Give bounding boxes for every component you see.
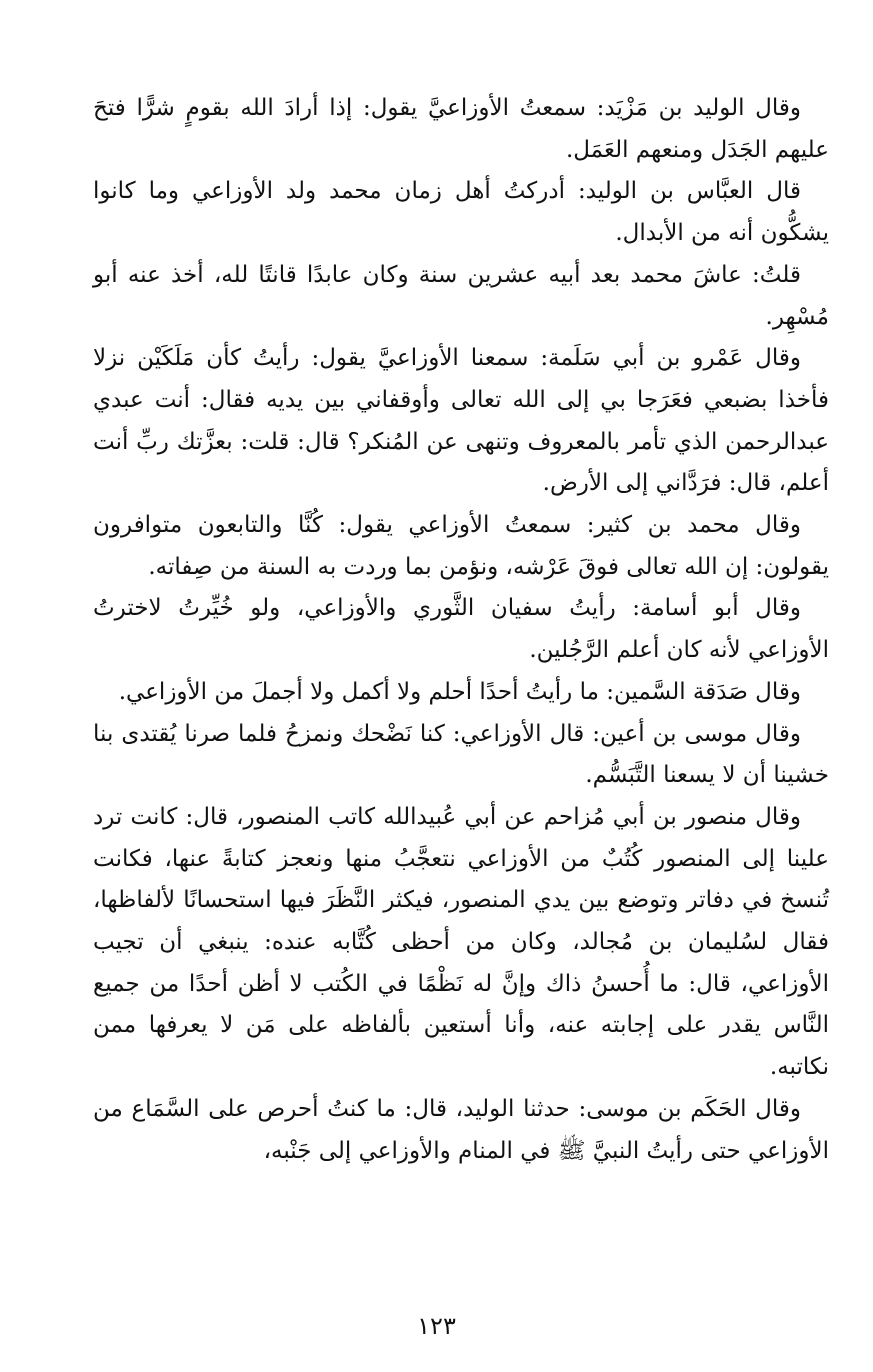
paragraph: وقال عَمْرو بن أبي سَلَمة: سمعنا الأوزاعيَّ يقول: رأيتُ كأن مَلَكَيْن نزلا فأخذا بضبعي فعَرَجا بي إلى الله تعالى وأوقفاني بين يديه فقال: أنت عبدي عبدالرحمن الذي تأمر بالمعروف وتنهى عن المُنكر؟ قال: قلت: بعزَّتك ربِّ أنت أعلم، قال: فرَدَّاني إلى الأرض. <box>93 345 829 497</box>
paragraph: وقال صَدَقة السَّمين: ما رأيتُ أحدًا أحلم ولا أكمل ولا أجملَ من الأوزاعي. <box>118 678 801 705</box>
paragraph: وقال أبو أسامة: رأيتُ سفيان الثَّوري والأوزاعي، ولو خُيِّرتُ لاخترتُ الأوزاعي لأنه كان أعلم الرَّجُلين. <box>93 595 829 664</box>
paragraph: قال العبَّاس بن الوليد: أدركتُ أهل زمان محمد ولد الأوزاعي وما كانوا يشكُّون أنه من الأبدال. <box>93 178 829 247</box>
page-body-text <box>93 88 829 1172</box>
paragraph: قلتُ: عاشَ محمد بعد أبيه عشرين سنة وكان عابدًا قانتًا لله، أخذ عنه أبو مُسْهِر. <box>93 261 829 330</box>
paragraph: وقال الوليد بن مَزْيَد: سمعتُ الأوزاعيَّ يقول: إذا أرادَ الله بقومٍ شرًّا فتحَ عليهم الجَدَل ومنعهم العَمَل. <box>93 95 829 163</box>
paragraph: وقال منصور بن أبي مُزاحم عن أبي عُبيدالله كاتب المنصور، قال: كانت ترد علينا إلى المنصور كُتُبٌ من الأوزاعي نتعجَّبُ منها ونعجز كتابةً عنها، فكانت تُنسخ في دفاتر وتوضع بين يدي المنصور، فيكثر النَّظَرَ فيها استحسانًا لألفاظها، فقال لسُليمان بن مُجالد، وكان من أحظى كُتَّابه عنده: ينبغي أن تجيب الأوزاعي، قال: ما أُحسنُ ذاك وإنَّ له نَظْمًا في الكُتب لا أظن أحدًا من جميع النَّاس يقدر على إجابته عنه، وأنا أستعين بألفاظه على مَن لا يعرفها ممن نكاتبه. <box>93 803 829 1081</box>
paragraph: وقال الحَكَم بن موسى: حدثنا الوليد، قال: ما كنتُ أحرص على السَّمَاع من الأوزاعي حتى رأيتُ النبيَّ ﷺ في المنام والأوزاعي إلى جَنْبه، <box>93 1095 829 1164</box>
paragraph: وقال موسى بن أعين: قال الأوزاعي: كنا نَضْحك ونمزحُ فلما صرنا يُقتدى بنا خشينا أن لا يسعنا التَّبَسُّم. <box>93 720 829 789</box>
paragraph: وقال محمد بن كثير: سمعتُ الأوزاعي يقول: كُنَّا والتابعون متوافرون يقولون: إن الله تعالى فوقَ عَرْشه، ونؤمن بما وردت به السنة من صِفاته. <box>93 512 829 580</box>
page-number: ١٢٣ <box>417 1312 456 1340</box>
